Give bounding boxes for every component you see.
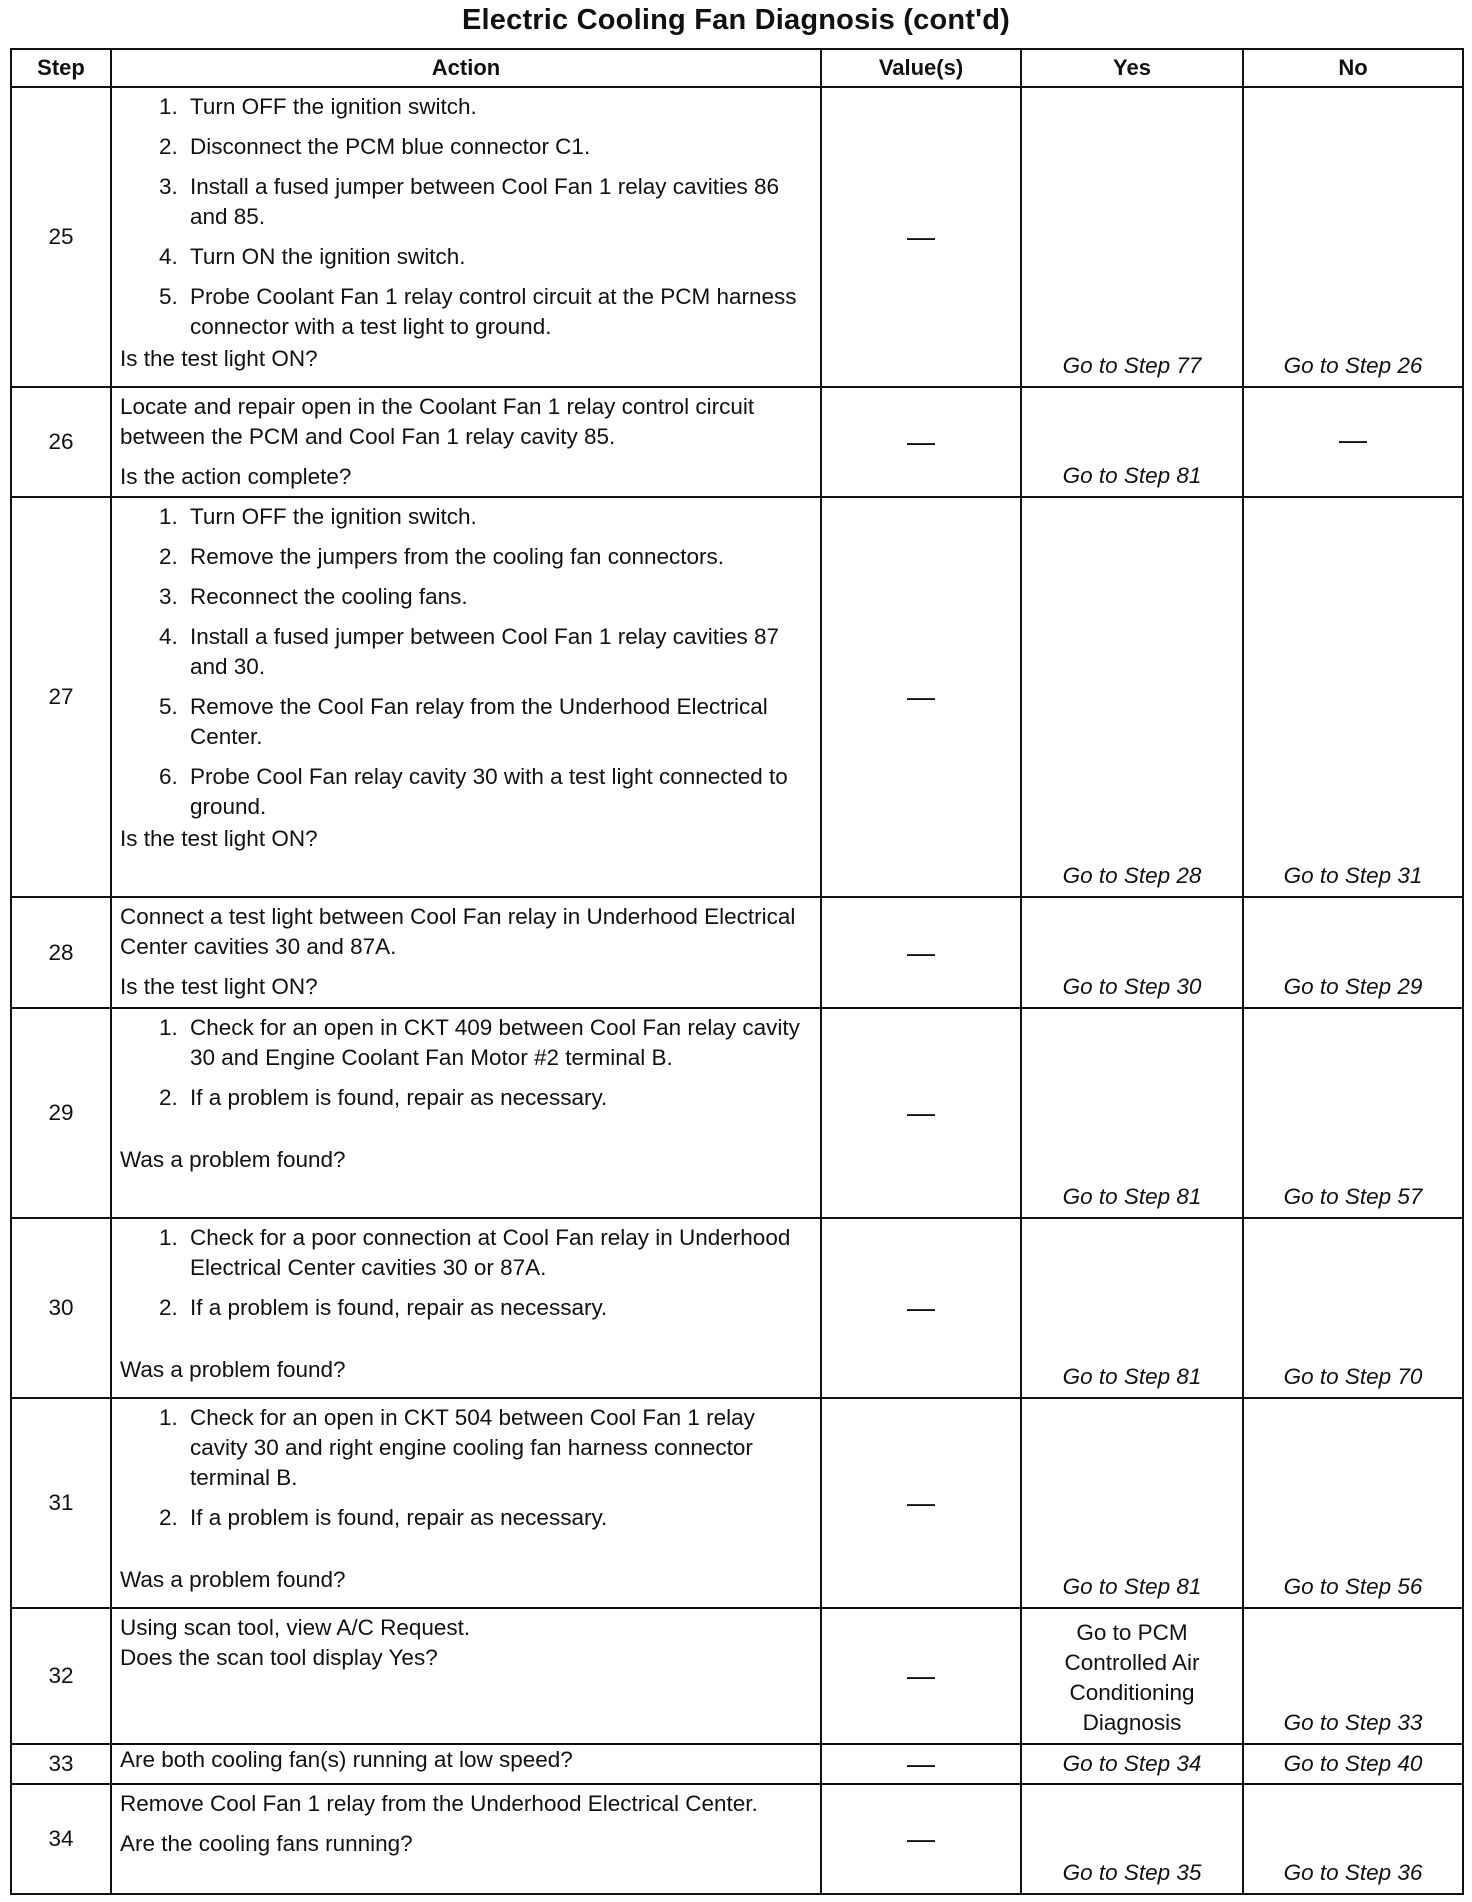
no-result: Go to Step 40 <box>1243 1744 1463 1784</box>
header-step: Step <box>11 49 111 87</box>
no-result: Go to Step 36 <box>1243 1784 1463 1894</box>
yes-result: Go to Step 35 <box>1021 1784 1243 1894</box>
step-number: 31 <box>11 1398 111 1608</box>
action-step: 2. Remove the jumpers from the cooling fan connectors. <box>184 542 812 572</box>
action-cell <box>111 387 821 497</box>
table-row <box>11 1744 1463 1784</box>
action-text: Locate and repair open in the Coolant Fan 1 relay control circuit between the PCM and Cool Fan 1 relay cavity 85. <box>120 394 755 449</box>
no-result: Go to Step 56 <box>1243 1398 1463 1608</box>
action-step: 1. Check for an open in CKT 409 between Cool Fan relay cavity 30 and Engine Coolant Fan Motor #2 terminal B. <box>184 1013 812 1073</box>
yes-result: Go to Step 77 <box>1021 87 1243 387</box>
yes-result: Go to Step 81 <box>1021 387 1243 497</box>
yes-result: Go to Step 34 <box>1021 1744 1243 1784</box>
action-question: Are both cooling fan(s) running at low speed? <box>120 1747 573 1772</box>
action-step: 4. Turn ON the ignition switch. <box>184 242 812 272</box>
action-step: 1. Check for an open in CKT 504 between Cool Fan 1 relay cavity 30 and right engine cooling fan harness connector terminal B. <box>184 1403 812 1493</box>
action-steps <box>120 1223 812 1323</box>
yes-result: Go to Step 81 <box>1021 1008 1243 1218</box>
table-row <box>11 387 1463 497</box>
action-step: 2. Disconnect the PCM blue connector C1. <box>184 132 812 162</box>
no-result: — <box>1243 387 1463 497</box>
action-cell <box>111 1218 821 1398</box>
action-cell <box>111 1744 821 1784</box>
action-step: 2. If a problem is found, repair as necessary. <box>184 1503 812 1533</box>
table-row <box>11 497 1463 897</box>
action-step: 3. Reconnect the cooling fans. <box>184 582 812 612</box>
value-cell: — <box>821 1218 1021 1398</box>
step-number: 25 <box>11 87 111 387</box>
table-row <box>11 1218 1463 1398</box>
action-question: Was a problem found? <box>120 1567 346 1592</box>
action-cell <box>111 1398 821 1608</box>
value-cell: — <box>821 387 1021 497</box>
header-yes: Yes <box>1021 49 1243 87</box>
action-question: Is the test light ON? <box>120 346 318 371</box>
action-step: 2. If a problem is found, repair as necessary. <box>184 1083 812 1113</box>
no-result: Go to Step 57 <box>1243 1008 1463 1218</box>
value-cell: — <box>821 1008 1021 1218</box>
action-steps <box>120 92 812 342</box>
action-question: Is the test light ON? <box>120 974 318 999</box>
step-number: 29 <box>11 1008 111 1218</box>
yes-result: Go to Step 81 <box>1021 1218 1243 1398</box>
value-cell: — <box>821 87 1021 387</box>
action-cell <box>111 1008 821 1218</box>
value-cell: — <box>821 897 1021 1008</box>
action-step: 1. Turn OFF the ignition switch. <box>184 92 812 122</box>
yes-result: Go to Step 30 <box>1021 897 1243 1008</box>
page-title: Electric Cooling Fan Diagnosis (cont'd) <box>461 4 1010 36</box>
step-number: 33 <box>11 1744 111 1784</box>
table-row <box>11 1608 1463 1744</box>
action-step: 1. Check for a poor connection at Cool Fan relay in Underhood Electrical Center cavities 30 or 87A. <box>184 1223 812 1283</box>
action-steps <box>120 1403 812 1533</box>
action-question: Is the action complete? <box>120 464 352 489</box>
action-step: 5. Probe Coolant Fan 1 relay control circuit at the PCM harness connector with a test light to ground. <box>184 282 812 342</box>
table-row <box>11 87 1463 387</box>
action-question: Are the cooling fans running? <box>120 1831 413 1856</box>
header-values: Value(s) <box>821 49 1021 87</box>
table-row <box>11 1008 1463 1218</box>
value-cell: — <box>821 1744 1021 1784</box>
step-number: 27 <box>11 497 111 897</box>
step-number: 34 <box>11 1784 111 1894</box>
action-step: 4. Install a fused jumper between Cool Fan 1 relay cavities 87 and 30. <box>184 622 812 682</box>
no-result: Go to Step 26 <box>1243 87 1463 387</box>
no-result: Go to Step 70 <box>1243 1218 1463 1398</box>
yes-result: Go to PCM Controlled Air Conditioning Diagnosis <box>1021 1608 1243 1744</box>
action-text: Connect a test light between Cool Fan relay in Underhood Electrical Center cavities 30 and 87A. <box>120 904 796 959</box>
step-number: 26 <box>11 387 111 497</box>
action-step: 1. Turn OFF the ignition switch. <box>184 502 812 532</box>
action-cell <box>111 497 821 897</box>
action-cell <box>111 897 821 1008</box>
action-steps <box>120 1013 812 1113</box>
no-result: Go to Step 31 <box>1243 497 1463 897</box>
value-cell: — <box>821 1398 1021 1608</box>
table-row <box>11 1784 1463 1894</box>
action-question: Was a problem found? <box>120 1147 346 1172</box>
action-cell <box>111 1784 821 1894</box>
action-text: Using scan tool, view A/C Request. <box>120 1615 471 1640</box>
yes-result: Go to Step 28 <box>1021 497 1243 897</box>
step-number: 32 <box>11 1608 111 1744</box>
diagnosis-table <box>10 48 1464 1895</box>
header-no: No <box>1243 49 1463 87</box>
action-step: 6. Probe Cool Fan relay cavity 30 with a test light connected to ground. <box>184 762 812 822</box>
step-number: 30 <box>11 1218 111 1398</box>
table-row <box>11 1398 1463 1608</box>
yes-result: Go to Step 81 <box>1021 1398 1243 1608</box>
action-step: 3. Install a fused jumper between Cool Fan 1 relay cavities 86 and 85. <box>184 172 812 232</box>
action-question: Does the scan tool display Yes? <box>120 1645 438 1670</box>
action-question: Was a problem found? <box>120 1357 346 1382</box>
action-cell <box>111 1608 821 1744</box>
no-result: Go to Step 33 <box>1243 1608 1463 1744</box>
action-text: Remove Cool Fan 1 relay from the Underhood Electrical Center. <box>120 1791 758 1816</box>
no-result: Go to Step 29 <box>1243 897 1463 1008</box>
action-cell <box>111 87 821 387</box>
action-steps <box>120 502 812 822</box>
value-cell: — <box>821 1608 1021 1744</box>
header-action: Action <box>111 49 821 87</box>
action-question: Is the test light ON? <box>120 826 318 851</box>
step-number: 28 <box>11 897 111 1008</box>
action-step: 2. If a problem is found, repair as necessary. <box>184 1293 812 1323</box>
table-row <box>11 897 1463 1008</box>
value-cell: — <box>821 1784 1021 1894</box>
value-cell: — <box>821 497 1021 897</box>
table-header-row <box>11 49 1463 87</box>
action-step: 5. Remove the Cool Fan relay from the Underhood Electrical Center. <box>184 692 812 752</box>
